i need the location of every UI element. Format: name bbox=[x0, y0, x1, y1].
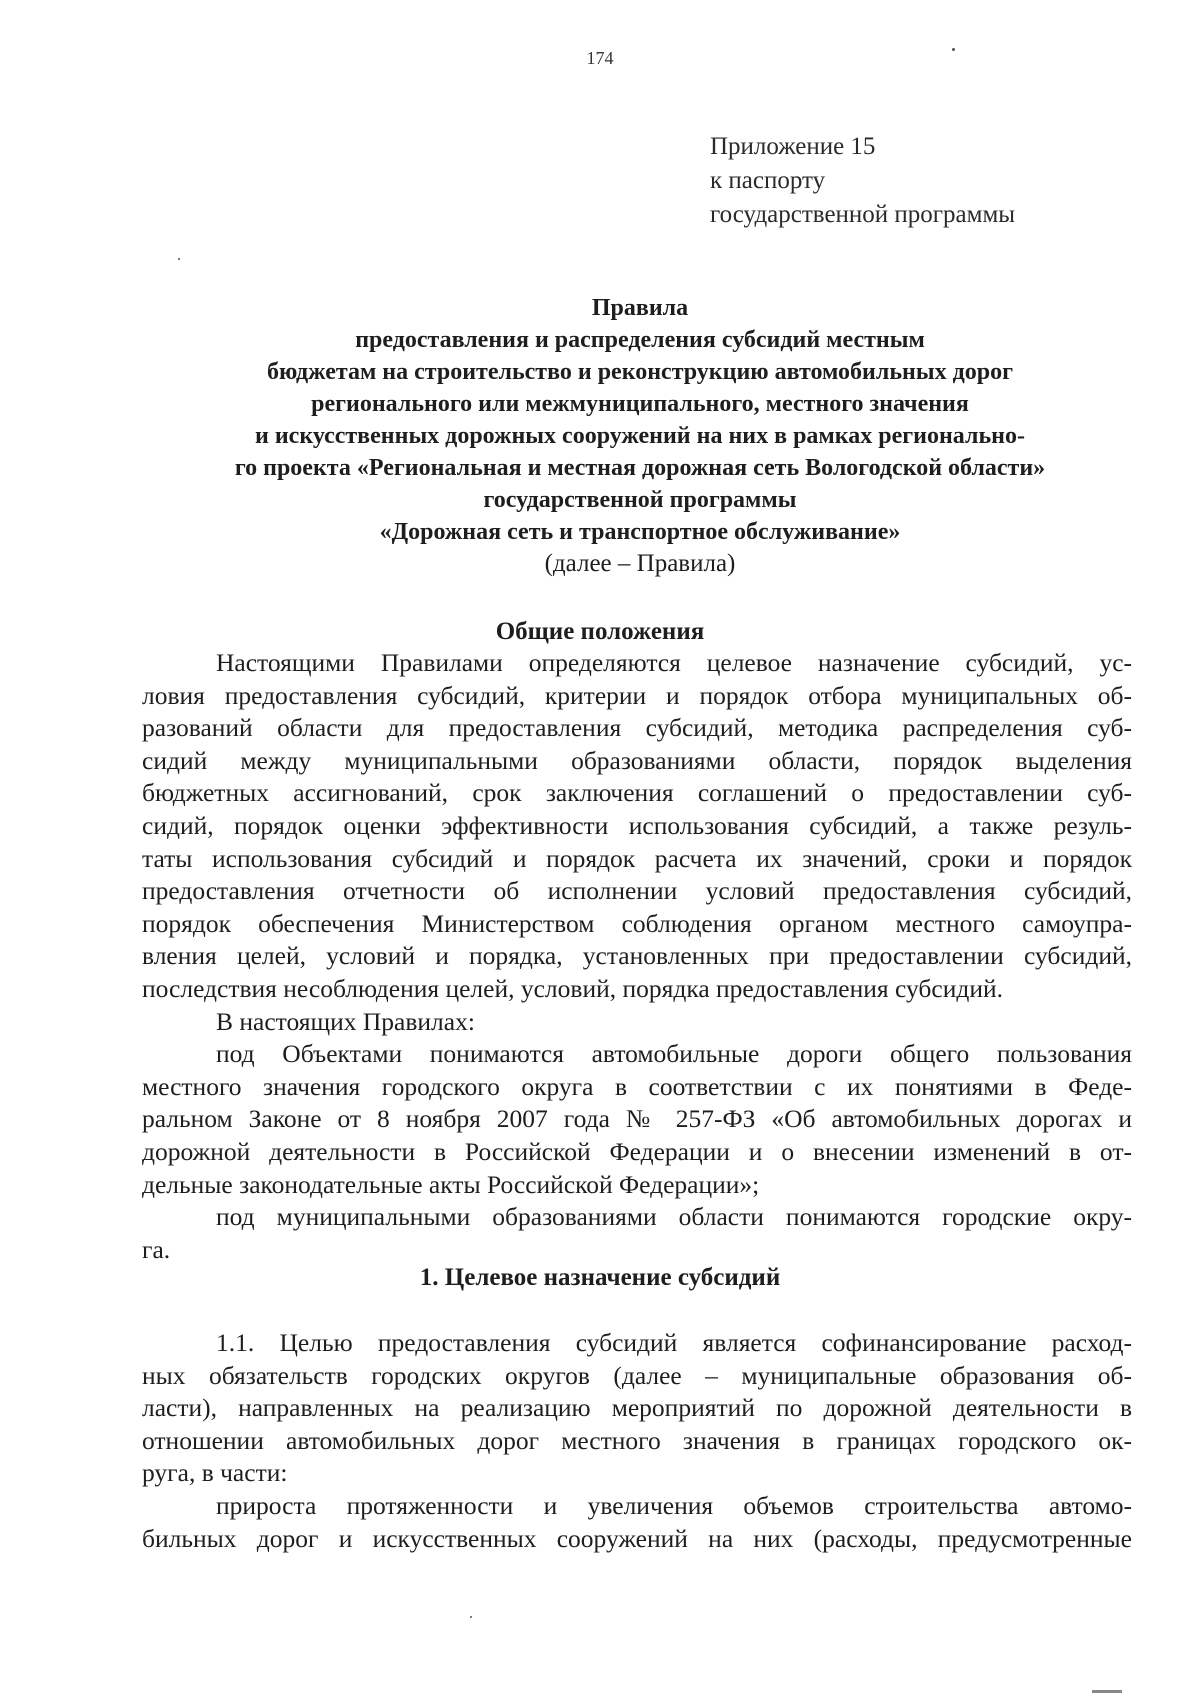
title-line: предоставления и распределения субсидий местным bbox=[355, 327, 925, 353]
title-line: «Дорожная сеть и транспортное обслуживание» bbox=[379, 519, 901, 545]
text-line: ральном Законе от 8 ноября 2007 года № 257-ФЗ «Об автомобильных дорогах и bbox=[142, 1104, 1132, 1134]
text-line: дорожной деятельности в Российской Федерации и о внесении изменений в от- bbox=[142, 1136, 1132, 1166]
section-heading-general: Общие положения bbox=[495, 618, 705, 645]
text-line: бильных дорог и искусственных сооружений на них (расходы, предусмотренные bbox=[142, 1523, 1132, 1553]
title-line: бюджетам на строительство и реконструкцию автомобильных дорог bbox=[267, 359, 1013, 385]
title-note: (далее – Правила) bbox=[544, 550, 736, 577]
title-line: государственной программы bbox=[483, 487, 797, 513]
text-line: ловия предоставления субсидий, критерии и порядок отбора муниципальных об- bbox=[142, 680, 1132, 710]
text-line: последствия несоблюдения целей, условий, порядка предоставления субсидий. bbox=[142, 973, 1003, 1003]
scan-speck bbox=[952, 48, 955, 51]
text-line: разований области для предоставления субсидий, методика распределения суб- bbox=[142, 713, 1132, 743]
page-number: 174 bbox=[586, 48, 614, 68]
title-line: го проекта «Региональная и местная дорожная сеть Вологодской области» bbox=[234, 455, 1046, 481]
annex-line: к паспорту bbox=[710, 167, 826, 194]
text-line: В настоящих Правилах: bbox=[216, 1006, 475, 1036]
text-line: отношении автомобильных дорог местного значения в границах городского ок- bbox=[142, 1425, 1132, 1455]
text-line: прироста протяженности и увеличения объемов строительства автомо- bbox=[216, 1490, 1132, 1520]
text-line: вления целей, условий и порядка, установленных при предоставлении субсидий, bbox=[142, 941, 1132, 971]
annex-line: государственной программы bbox=[710, 201, 1016, 228]
text-line: ласти), направленных на реализацию мероприятий по дорожной деятельности в bbox=[142, 1393, 1132, 1423]
scan-speck bbox=[1092, 1690, 1122, 1693]
text-line: сидий между муниципальными образованиями области, порядок выделения bbox=[142, 745, 1132, 775]
text-line: таты использования субсидий и порядок расчета их значений, сроки и порядок bbox=[142, 843, 1132, 873]
title-line: и искусственных дорожных сооружений на них в рамках регионально- bbox=[255, 423, 1025, 449]
text-line: ных обязательств городских округов (далее – муниципальные образования об- bbox=[142, 1360, 1132, 1390]
document-title bbox=[140, 292, 1140, 580]
text-line: Настоящими Правилами определяются целевое назначение субсидий, ус- bbox=[216, 648, 1132, 677]
text-line: руга, в части: bbox=[142, 1458, 288, 1488]
text-line: дельные законодательные акты Российской Федерации»; bbox=[142, 1169, 760, 1199]
annex-reference bbox=[710, 130, 1015, 232]
general-provisions-paragraph bbox=[142, 647, 1132, 1266]
title-line: Правила bbox=[591, 295, 689, 321]
section-heading-1: 1. Целевое назначение субсидий bbox=[419, 1264, 781, 1291]
text-line: местного значения городского округа в соответствии с их понятиями в Феде- bbox=[142, 1071, 1132, 1101]
text-line: под Объектами понимаются автомобильные дороги общего пользования bbox=[216, 1039, 1132, 1069]
scan-speck bbox=[470, 1616, 472, 1618]
text-line: бюджетных ассигнований, срок заключения соглашений о предоставлении суб- bbox=[142, 778, 1132, 808]
text-line: под муниципальными образованиями области понимаются городские окру- bbox=[216, 1202, 1132, 1232]
text-line: порядок обеспечения Министерством соблюдения органом местного самоупра- bbox=[142, 908, 1132, 938]
text-line: предоставления отчетности об исполнении условий предоставления субсидий, bbox=[142, 876, 1132, 906]
scan-speck bbox=[178, 258, 180, 260]
text-line: 1.1. Целью предоставления субсидий является софинансирование расход- bbox=[216, 1328, 1132, 1357]
section-1-paragraph bbox=[142, 1327, 1132, 1555]
title-line: регионального или межмуниципального, местного значения bbox=[311, 391, 969, 417]
text-line: га. bbox=[142, 1234, 171, 1264]
text-line: сидий, порядок оценки эффективности использования субсидий, а также резуль- bbox=[142, 810, 1132, 840]
annex-line: Приложение 15 bbox=[710, 133, 876, 160]
